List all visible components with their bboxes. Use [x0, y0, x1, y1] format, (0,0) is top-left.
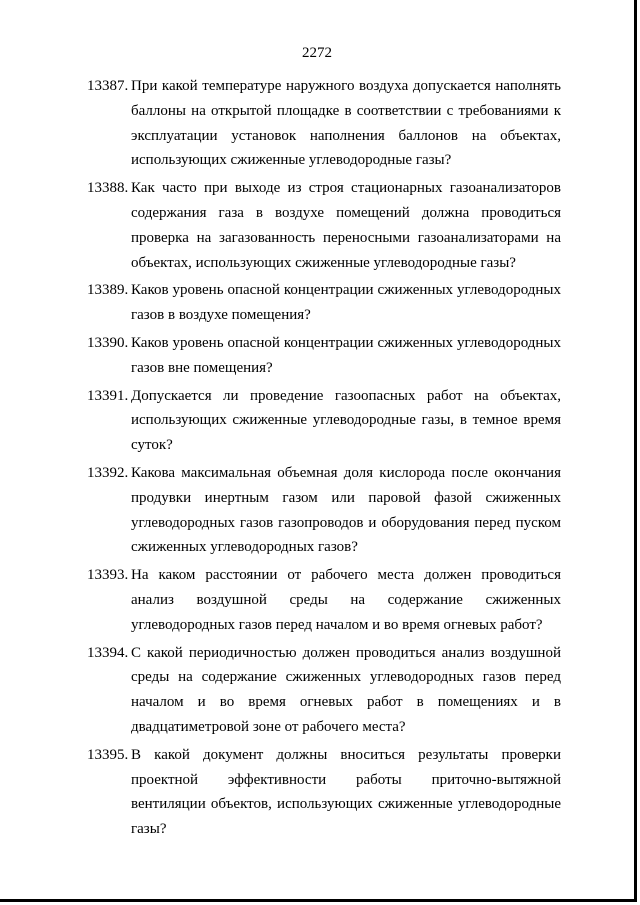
question-item [87, 461, 561, 560]
question-text: Как часто при выходе из строя стационарных газоанализаторов содержания газа в воздухе помещений должна проводиться проверка на загазованность переносными газоанализаторами на объектах, использующих сжиженные углеводородные газы? [131, 180, 561, 271]
question-item [87, 563, 561, 637]
question-text: На каком расстоянии от рабочего места должен проводиться анализ воздушной среды на содержание сжиженных углеводородных газов перед началом и во время огневых работ? [131, 567, 561, 633]
question-text: В какой документ должны вноситься результаты проверки проектной эффективности работы приточно-вытяжной вентиляции объектов, использующих сжиженные углеводородные газы? [131, 746, 561, 838]
question-number: 13391. [87, 387, 129, 404]
question-number: 13390. [87, 334, 129, 351]
question-item [87, 641, 561, 740]
question-number: 13392. [87, 464, 129, 481]
question-text: При какой температуре наружного воздуха допускается наполнять баллоны на открытой площадке в соответствии с требованиями к эксплуатации установок наполнения баллонов на объектах, использующих сжиженные углеводородные газы? [131, 78, 561, 169]
question-number: 13395. [87, 746, 129, 763]
question-number: 13389. [87, 282, 129, 299]
question-item [87, 278, 561, 328]
question-text: Каков уровень опасной концентрации сжиженных углеводородных газов вне помещения? [131, 334, 561, 376]
question-number: 13387. [87, 78, 129, 94]
question-list [87, 74, 561, 845]
question-number: 13388. [87, 180, 129, 197]
question-item [87, 384, 561, 458]
question-item [87, 176, 561, 275]
question-number: 13394. [87, 644, 129, 661]
question-item [87, 74, 561, 173]
question-item [87, 331, 561, 381]
question-text: Допускается ли проведение газоопасных работ на объектах, использующих сжиженные углеводородные газы, в темное время суток? [131, 387, 561, 454]
question-number: 13393. [87, 567, 129, 584]
question-item [87, 743, 561, 842]
question-text: С какой периодичностью должен проводиться анализ воздушной среды на содержание сжиженных углеводородных газов перед началом и во время огневых работ в помещениях и в двадцатиметровой зоне от рабочего места? [131, 644, 561, 735]
page-number: 2272 [302, 45, 332, 61]
question-text: Какова максимальная объемная доля кислорода после окончания продувки инертным газом или паровой фазой сжиженных углеводородных газов газопроводов и оборудования перед пуском сжиженных углеводородных газов? [131, 464, 561, 556]
question-text: Каков уровень опасной концентрации сжиженных углеводородных газов в воздухе помещения? [131, 282, 561, 324]
